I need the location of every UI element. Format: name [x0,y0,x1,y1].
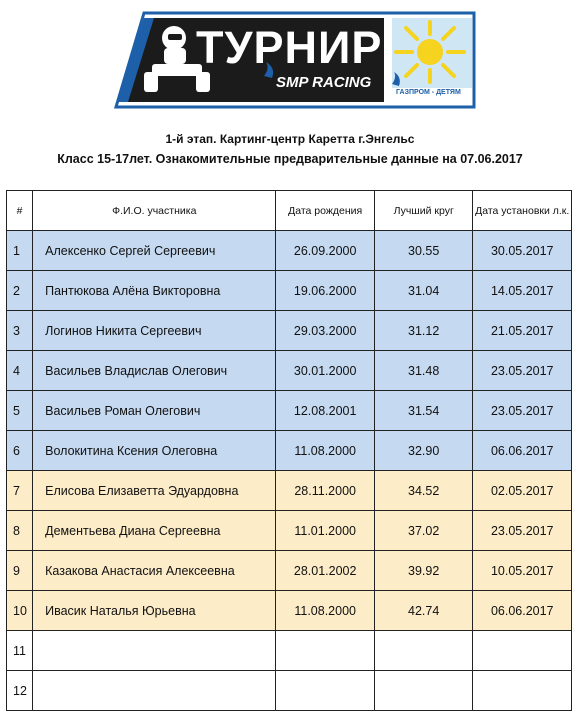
column-header-birthdate: Дата рождения [276,191,375,231]
cell-name [33,671,276,711]
cell-name: Дементьева Диана Сергеевна [33,511,276,551]
logo-partner: ГАЗПРОМ - ДЕТЯМ [396,89,461,96]
cell-lap-date: 14.05.2017 [473,271,572,311]
cell-best-lap: 37.02 [374,511,473,551]
cell-name: Алексенко Сергей Сергеевич [33,231,276,271]
cell-birthdate: 11.01.2000 [276,511,375,551]
cell-lap-date: 23.05.2017 [473,391,572,431]
column-header-number: # [7,191,33,231]
logo-title: ТУРНИР [196,22,383,73]
cell-name: Ивасик Наталья Юрьевна [33,591,276,631]
table-row [7,431,572,471]
cell-number: 11 [7,631,33,671]
cell-best-lap: 31.04 [374,271,473,311]
table-row [7,551,572,591]
cell-number: 12 [7,671,33,711]
cell-lap-date: 06.06.2017 [473,431,572,471]
cell-name: Пантюкова Алёна Викторовна [33,271,276,311]
table-row [7,591,572,631]
cell-number: 2 [7,271,33,311]
cell-number: 7 [7,471,33,511]
logo-brand: SMP RACING [276,74,372,91]
cell-birthdate [276,671,375,711]
table-body [7,231,572,711]
cell-number: 6 [7,431,33,471]
cell-best-lap: 39.92 [374,551,473,591]
table-row [7,671,572,711]
cell-lap-date: 23.05.2017 [473,511,572,551]
cell-lap-date: 10.05.2017 [473,551,572,591]
sun-icon [396,22,464,82]
table-row [7,271,572,311]
cell-birthdate: 28.11.2000 [276,471,375,511]
cell-best-lap: 32.90 [374,431,473,471]
cell-best-lap: 30.55 [374,231,473,271]
cell-birthdate: 26.09.2000 [276,231,375,271]
cell-best-lap: 31.54 [374,391,473,431]
column-header-best-lap: Лучший круг [374,191,473,231]
cell-number: 3 [7,311,33,351]
cell-lap-date: 21.05.2017 [473,311,572,351]
cell-best-lap: 42.74 [374,591,473,631]
table-row [7,631,572,671]
cell-number: 10 [7,591,33,631]
cell-birthdate: 30.01.2000 [276,351,375,391]
column-header-name: Ф.И.О. участника [33,191,276,231]
class-heading: Класс 15-17лет. Ознакомительные предварительные данные на 07.06.2017 [57,152,523,166]
stage-heading: 1-й этап. Картинг-центр Каретта г.Энгельс [165,132,415,146]
cell-birthdate: 11.08.2000 [276,431,375,471]
cell-lap-date: 02.05.2017 [473,471,572,511]
cell-lap-date: 30.05.2017 [473,231,572,271]
cell-number: 4 [7,351,33,391]
table-row [7,351,572,391]
cell-name: Васильев Владислав Олегович [33,351,276,391]
cell-birthdate [276,631,375,671]
cell-birthdate: 28.01.2002 [276,551,375,591]
table-row [7,391,572,431]
cell-number: 8 [7,511,33,551]
results-table [6,190,572,711]
cell-lap-date [473,671,572,711]
column-header-lap-date: Дата установки л.к. [473,191,572,231]
cell-best-lap [374,631,473,671]
cell-name: Елисова Елизаветта Эдуардовна [33,471,276,511]
cell-name: Волокитина Ксения Олеговна [33,431,276,471]
table-header-row [7,191,572,231]
cell-name [33,631,276,671]
table-row [7,511,572,551]
cell-birthdate: 29.03.2000 [276,311,375,351]
cell-name: Казакова Анастасия Алексеевна [33,551,276,591]
tournament-logo [104,10,478,110]
cell-name: Логинов Никита Сергеевич [33,311,276,351]
cell-birthdate: 12.08.2001 [276,391,375,431]
cell-number: 9 [7,551,33,591]
cell-birthdate: 19.06.2000 [276,271,375,311]
cell-lap-date: 23.05.2017 [473,351,572,391]
table-row [7,471,572,511]
cell-name: Васильев Роман Олегович [33,391,276,431]
cell-best-lap: 31.48 [374,351,473,391]
cell-best-lap: 31.12 [374,311,473,351]
cell-number: 1 [7,231,33,271]
table-row [7,311,572,351]
cell-number: 5 [7,391,33,431]
cell-lap-date: 06.06.2017 [473,591,572,631]
cell-best-lap [374,671,473,711]
cell-birthdate: 11.08.2000 [276,591,375,631]
cell-lap-date [473,631,572,671]
cell-best-lap: 34.52 [374,471,473,511]
table-row [7,231,572,271]
